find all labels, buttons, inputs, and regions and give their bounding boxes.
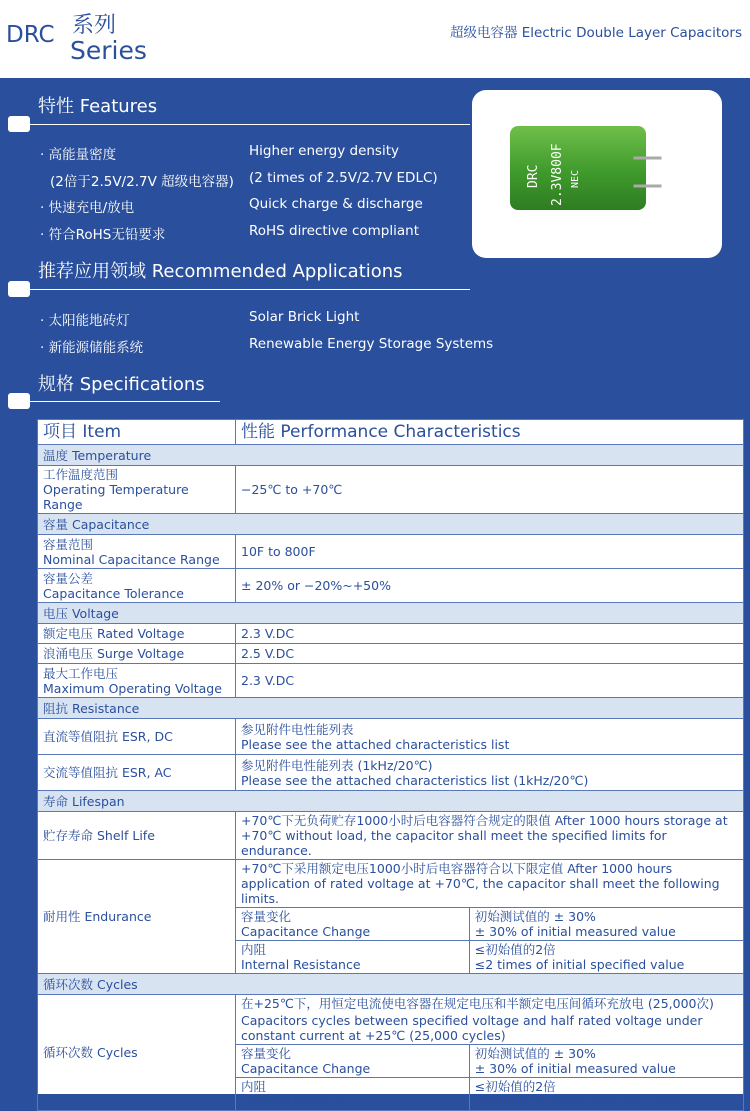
value-cell: 2.3 V.DC (236, 664, 744, 698)
sub-item (236, 1078, 469, 1111)
feature-item-en: Quick charge & discharge (249, 196, 423, 212)
cycles-desc-en: Capacitors cycles between specified voltage and half rated voltage under constant current at +25℃ (25,000 cycles) (241, 1013, 703, 1043)
sub-value (469, 908, 743, 941)
capacitor-lead (634, 185, 662, 188)
sub-label-en: Internal Resistance (241, 1094, 361, 1109)
item-cell: 循环次数 Cycles (38, 995, 236, 1111)
category-row (38, 445, 744, 466)
table-row (38, 569, 744, 603)
table-row (38, 719, 744, 755)
capacitor-image (510, 126, 646, 210)
section-divider (30, 124, 470, 125)
table-row (38, 995, 744, 1111)
sub-row (236, 941, 743, 974)
item-cell (38, 664, 236, 698)
sub-value-cn: ≤初始值的2倍 (474, 1079, 556, 1094)
feature-item-cn: · 符合RoHS无铅要求 (40, 227, 166, 243)
item-label-en: Operating Temperature Range (43, 482, 189, 512)
feature-item-en: Higher energy density (249, 143, 400, 159)
table-row (38, 812, 744, 860)
category-row (38, 974, 744, 995)
category-capacitance: 容量 Capacitance (38, 514, 744, 535)
item-cell: 贮存寿命 Shelf Life (38, 812, 236, 860)
endurance-desc: +70℃下采用额定电压1000小时后电容器符合以下限定值 After 1000 hours application of rated voltage at +70℃, the capacitor shall meet the following limits. (241, 861, 720, 906)
product-category: 超级电容器 Electric Double Layer Capacitors (449, 25, 742, 41)
item-label-en: Nominal Capacitance Range (43, 551, 220, 567)
sub-label-en: Internal Resistance (241, 957, 361, 972)
item-label-en: Maximum Operating Voltage (43, 680, 222, 696)
sub-row (236, 1045, 743, 1078)
table-row (38, 644, 744, 664)
features-title: 特性 Features (38, 96, 158, 117)
endurance-subtable (236, 907, 743, 973)
category-row (38, 603, 744, 624)
series-label-en: Series (70, 36, 147, 65)
table-row (38, 860, 744, 974)
sub-value-cn: 初始测试值的 ± 30% (474, 1046, 596, 1061)
sub-value (469, 941, 743, 974)
sub-value-en: ≤2 times of initial specified value (474, 957, 685, 972)
category-voltage: 电压 Voltage (38, 603, 744, 624)
item-cell: 耐用性 Endurance (38, 860, 236, 974)
capacitor-label: 2.3V800F (550, 143, 565, 206)
category-row (38, 698, 744, 719)
category-lifespan: 寿命 Lifespan (38, 791, 744, 812)
sub-item (236, 1045, 469, 1078)
item-cell (38, 569, 236, 603)
applications-title: 推荐应用领域 Recommended Applications (38, 261, 403, 282)
capacitor-label: DRC (526, 164, 541, 188)
value-cell (236, 719, 744, 755)
cycles-desc-cn: 在+25℃下，用恒定电流使电容器在规定电压和半额定电压间循环充放电 (25,000次) (241, 996, 714, 1011)
sub-row (236, 1078, 743, 1111)
category-resistance: 阻抗 Resistance (38, 698, 744, 719)
sub-value-en: ≤2 times of initial specified value (474, 1094, 685, 1109)
table-row (38, 664, 744, 698)
section-marker-icon (8, 393, 30, 409)
section-divider (30, 401, 220, 402)
capacitor-label: NEC (570, 169, 581, 188)
value-cn: 参见附件电性能列表 (241, 721, 354, 737)
item-cell: 交流等值阻抗 ESR, AC (38, 755, 236, 791)
sub-value-cn: 初始测试值的 ± 30% (474, 909, 596, 924)
sub-label-cn: 容量变化 (241, 909, 292, 924)
section-marker-icon (8, 116, 30, 132)
application-item-en: Solar Brick Light (249, 309, 360, 325)
table-row (38, 755, 744, 791)
sub-label-cn: 内阻 (241, 942, 267, 957)
page-header (0, 0, 750, 78)
value-cell (236, 995, 744, 1111)
capacitor-lead (634, 157, 662, 160)
cycles-subtable (236, 1044, 743, 1110)
sub-label-en: Capacitance Change (241, 924, 371, 939)
value-en: Please see the attached characteristics list (241, 736, 510, 752)
sub-value-en: ± 30% of initial measured value (474, 1061, 676, 1076)
application-item-en: Renewable Energy Storage Systems (249, 336, 494, 352)
sub-item (236, 941, 469, 974)
header-item: 项目 Item (38, 420, 236, 445)
table-header-row (38, 420, 744, 445)
item-cell: 浪涌电压 Surge Voltage (38, 644, 236, 664)
item-cell: 额定电压 Rated Voltage (38, 624, 236, 644)
application-item-cn: · 太阳能地砖灯 (40, 313, 130, 329)
sub-label-cn: 容量变化 (241, 1046, 292, 1061)
item-label-en: Capacitance Tolerance (43, 585, 184, 601)
table-row (38, 466, 744, 514)
item-label-cn: 容量范围 (43, 536, 94, 552)
sub-item (236, 908, 469, 941)
value-cell: 10F to 800F (236, 535, 744, 569)
specifications-title: 规格 Specifications (38, 374, 205, 395)
section-marker-icon (8, 281, 30, 297)
feature-item-cn: (2倍于2.5V/2.7V 超级电容器) (50, 174, 234, 190)
item-cell (38, 466, 236, 514)
table-row (38, 624, 744, 644)
feature-item-cn: · 高能量密度 (40, 147, 117, 163)
feature-item-en: RoHS directive compliant (249, 223, 420, 239)
value-cn: 参见附件电性能列表 (1kHz/20℃) (241, 757, 433, 773)
sub-value (469, 1045, 743, 1078)
sub-value (469, 1078, 743, 1111)
sub-value-cn: ≤初始值的2倍 (474, 942, 556, 957)
value-cell: ± 20% or −20%~+50% (236, 569, 744, 603)
feature-item-cn: · 快速充电/放电 (40, 200, 135, 216)
series-label-cn: 系列 (72, 13, 117, 38)
sub-value-en: ± 30% of initial measured value (474, 924, 676, 939)
series-code: DRC (6, 22, 55, 48)
value-cell (236, 755, 744, 791)
value-en: Please see the attached characteristics list (1kHz/20℃) (241, 772, 589, 788)
feature-item-en: (2 times of 2.5V/2.7V EDLC) (249, 170, 438, 186)
sub-label-en: Capacitance Change (241, 1061, 371, 1076)
value-cell: 2.3 V.DC (236, 624, 744, 644)
item-label-cn: 最大工作电压 (43, 665, 119, 681)
sub-row (236, 908, 743, 941)
value-cell: 2.5 V.DC (236, 644, 744, 664)
sub-label-cn: 内阻 (241, 1079, 267, 1094)
section-divider (30, 289, 470, 290)
item-cell: 直流等值阻抗 ESR, DC (38, 719, 236, 755)
category-cycles: 循环次数 Cycles (38, 974, 744, 995)
product-photo (472, 90, 722, 258)
specifications-table (36, 418, 744, 1109)
item-label-cn: 工作温度范围 (43, 467, 119, 482)
item-label-cn: 容量公差 (43, 570, 94, 586)
category-row (38, 791, 744, 812)
category-temperature: 温度 Temperature (38, 445, 744, 466)
header-performance: 性能 Performance Characteristics (236, 420, 744, 445)
application-item-cn: · 新能源储能系统 (40, 340, 144, 356)
value-cell (236, 860, 744, 974)
value-cell: −25℃ to +70℃ (236, 466, 744, 514)
category-row (38, 514, 744, 535)
value-cell: +70℃下无负荷贮存1000小时后电容器符合规定的限值 After 1000 hours storage at +70℃ without load, the capacitor shall meet the specified limits for endurance. (236, 812, 744, 860)
table-row (38, 535, 744, 569)
item-cell (38, 535, 236, 569)
